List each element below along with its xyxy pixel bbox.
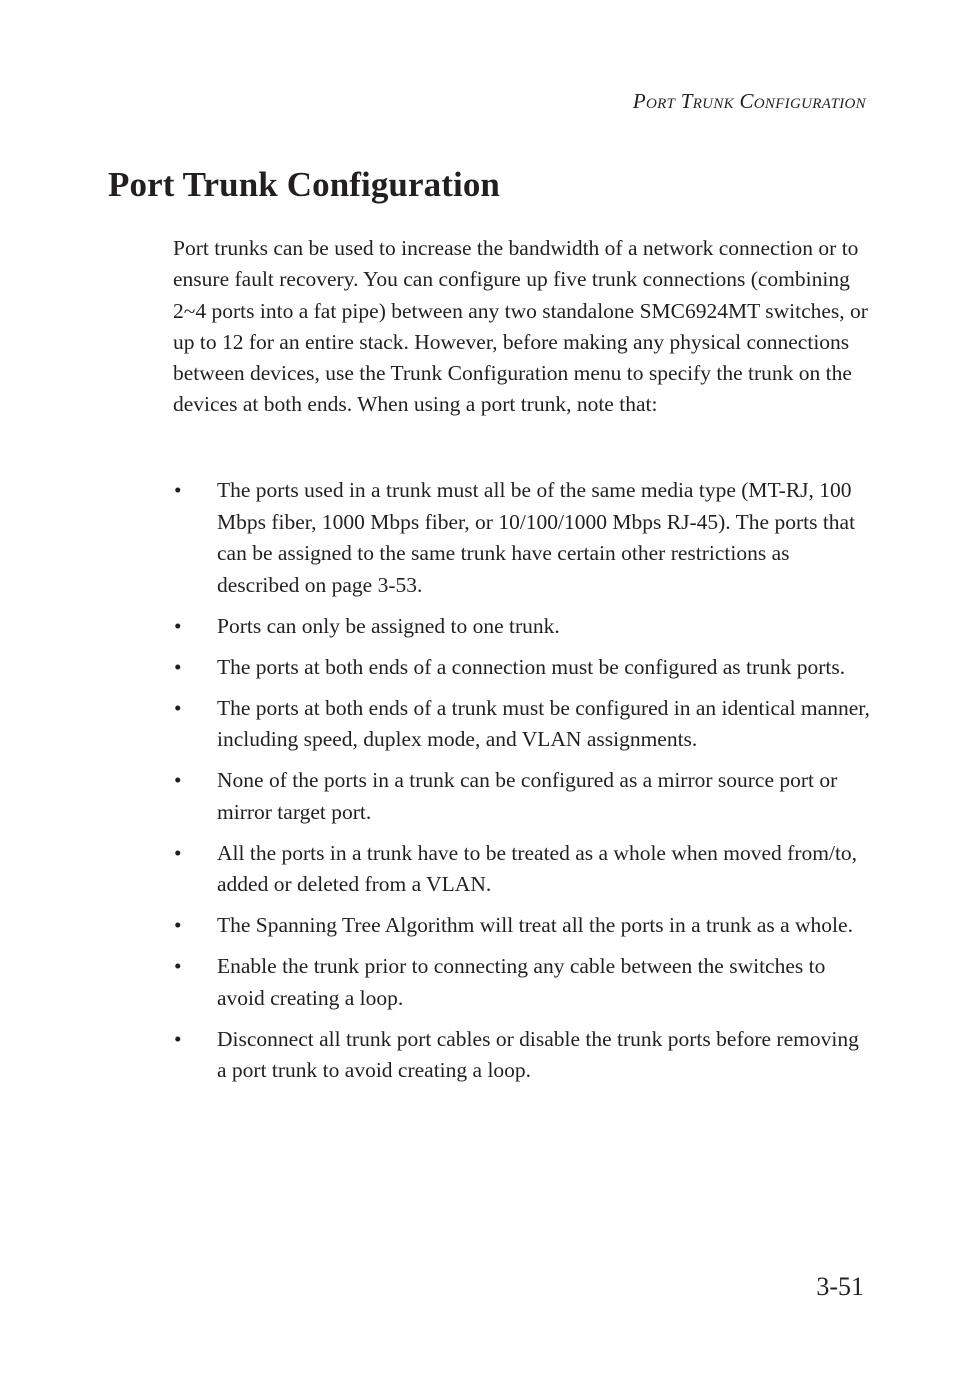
bullet-icon: • — [174, 954, 182, 978]
page-number: 3-51 — [816, 1272, 864, 1301]
intro-paragraph: Port trunks can be used to increase the bandwidth of a network connection or to ensure fault recovery. You can configure up five trunk connections (combining 2~4 ports into a fat pipe) between any two standalone SMC6924MT switches, or up to 12 for an entire stack. However, before making any physical connections between devices, use the Trunk Configuration menu to specify the trunk on the devices at both ends. When using a port trunk, note that: — [173, 236, 868, 417]
bullet-icon: • — [174, 654, 182, 679]
list-item — [173, 611, 873, 643]
list-item-text: Enable the trunk prior to connecting any cable between the switches to avoid creating a loop. — [217, 954, 826, 1010]
list-item-text: None of the ports in a trunk can be configured as a mirror source port or mirror target port. — [217, 768, 838, 824]
list-item-text: Ports can only be assigned to one trunk. — [217, 613, 560, 638]
list-item-text: All the ports in a trunk have to be treated as a whole when moved from/to, added or deleted from a VLAN. — [217, 840, 858, 896]
list-item — [173, 693, 873, 756]
list-item-text: The ports at both ends of a trunk must be configured in an identical manner, including speed, duplex mode, and VLAN assignments. — [217, 695, 870, 751]
bullet-icon: • — [174, 913, 182, 937]
bullet-icon: • — [174, 613, 182, 638]
page-title: Port Trunk Configuration — [108, 165, 500, 204]
list-item-text: The ports at both ends of a connection must be configured as trunk ports. — [217, 654, 846, 679]
running-header: Port Trunk Configuration — [632, 89, 866, 113]
bullet-icon: • — [174, 768, 182, 792]
bullet-icon: • — [174, 1026, 182, 1051]
list-item — [173, 1024, 873, 1087]
list-item — [173, 951, 873, 1014]
bullet-list — [173, 475, 873, 1096]
bullet-icon: • — [174, 478, 182, 502]
list-item — [173, 765, 873, 828]
list-item — [173, 910, 873, 942]
list-item — [173, 475, 873, 601]
bullet-icon: • — [174, 695, 182, 720]
list-item-text: The Spanning Tree Algorithm will treat all the ports in a trunk as a whole. — [217, 913, 853, 937]
bullet-icon: • — [174, 840, 182, 865]
list-item — [173, 838, 873, 901]
list-item-text: Disconnect all trunk port cables or disable the trunk ports before removing a port trunk to avoid creating a loop. — [217, 1026, 859, 1082]
list-item-text: The ports used in a trunk must all be of the same media type (MT-RJ, 100 Mbps fiber, 1000 Mbps fiber, or 10/100/1000 Mbps RJ-45). The ports that can be assigned to the same trunk have certain other restrictions as described on page 3-53. — [217, 478, 856, 597]
list-item — [173, 652, 873, 684]
